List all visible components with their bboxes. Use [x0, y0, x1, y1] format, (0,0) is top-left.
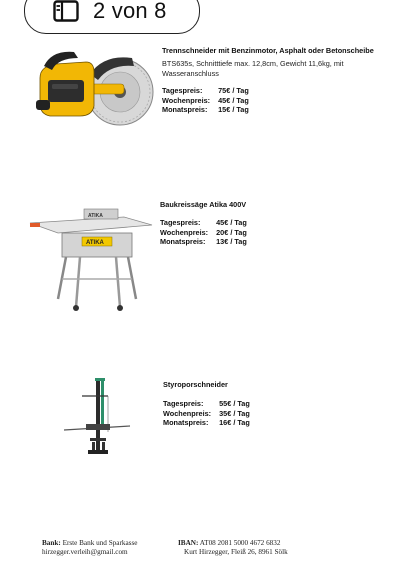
- price-row-week: [163, 409, 252, 418]
- footer-iban: [178, 539, 288, 558]
- brand-mark: ATIKA: [86, 240, 104, 246]
- price-label: Tagespreis:: [160, 218, 201, 228]
- price-value: 16€ / Tag: [219, 418, 250, 428]
- styrofoam-cutter-image: [62, 374, 132, 458]
- product-title: Styroporschneider: [163, 380, 228, 389]
- price-value: 20€ / Tag: [216, 227, 247, 237]
- page-thumbnail-icon: [53, 0, 79, 22]
- page-indicator-label: 2 von 8: [93, 0, 167, 23]
- price-label: Monatspreis:: [160, 237, 206, 247]
- price-value: 45€ / Tag: [216, 218, 247, 228]
- product-description: BTS635s, Schnitttiefe max. 12,8cm, Gewicht 11,6kg, mit Wasseranschluss: [162, 59, 344, 78]
- price-row-day: [163, 399, 252, 408]
- price-label: Wochenpreis:: [160, 227, 209, 237]
- price-value: 13€ / Tag: [216, 237, 247, 247]
- price-value: 35€ / Tag: [219, 408, 250, 418]
- price-label: Monatspreis:: [162, 105, 208, 115]
- table-saw-image: [28, 203, 156, 313]
- price-row-day: [160, 218, 249, 227]
- iban-label: IBAN:: [178, 539, 199, 547]
- address: Kurt Hirzegger, Fleiß 26, 8961 Sölk: [184, 548, 288, 557]
- price-list: [163, 399, 252, 427]
- price-row-month: [163, 418, 252, 427]
- price-list: [162, 86, 251, 114]
- bank-label: Bank:: [42, 539, 61, 547]
- cut-off-saw-image: [34, 44, 156, 130]
- price-row-day: [162, 86, 251, 95]
- price-label: Tagespreis:: [163, 399, 204, 409]
- price-row-week: [162, 96, 251, 105]
- price-value: 15€ / Tag: [218, 105, 249, 115]
- price-value: 75€ / Tag: [218, 86, 249, 96]
- footer-bank: [42, 539, 137, 558]
- price-label: Monatspreis:: [163, 418, 209, 428]
- price-row-month: [162, 105, 251, 114]
- product-title: Trennschneider mit Benzinmotor, Asphalt oder Betonscheibe: [162, 46, 374, 55]
- price-label: Wochenpreis:: [163, 408, 212, 418]
- email[interactable]: hirzegger.verleih@gmail.com: [42, 548, 128, 557]
- price-list: [160, 218, 249, 246]
- product-title: Baukreissäge Atika 400V: [160, 200, 247, 209]
- price-row-month: [160, 237, 249, 246]
- price-value: 55€ / Tag: [219, 399, 250, 409]
- price-label: Tagespreis:: [162, 86, 203, 96]
- iban-value: AT08 2081 5000 4672 6832: [199, 539, 281, 547]
- bank-name: Erste Bank und Sparkasse: [62, 539, 138, 547]
- brand-mark-small: ATIKA: [88, 213, 103, 219]
- page-indicator[interactable]: [24, 0, 200, 34]
- price-value: 45€ / Tag: [218, 95, 249, 105]
- price-row-week: [160, 228, 249, 237]
- price-label: Wochenpreis:: [162, 95, 211, 105]
